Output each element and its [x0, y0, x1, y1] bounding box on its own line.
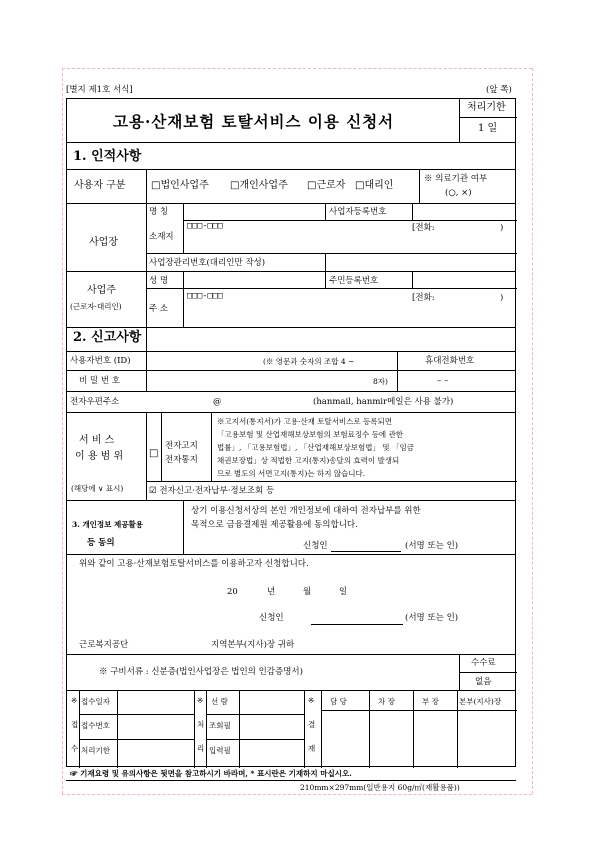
workplace-address-label: 소재지 [149, 232, 174, 242]
fee-value: 없음 [475, 677, 492, 687]
service-notice-line-2: 「고용보험 및 산업재해보상보험의 보험료징수 등에 관한 [217, 430, 404, 439]
mobile-dashes[interactable]: – – [437, 376, 449, 386]
request-statement: 위와 같이 고용·산재보험토탈서비스를 이용하고자 신청합니다. [79, 559, 309, 569]
approval-deputy-label: 차 장 [378, 697, 395, 706]
page-guide-left [62, 68, 63, 794]
service-notice-line-5: 므로 별도의 서면고지(통지)는 하지 않습니다. [217, 469, 366, 478]
receipt-deadline-label: 처리기한 [81, 746, 110, 755]
approval-char-2: 재 [308, 744, 316, 753]
workplace-name-label: 명 칭 [149, 207, 169, 217]
recipient: 근로복지공단 [79, 640, 129, 650]
consent-label: 3. 개인정보 제공활용 [72, 520, 144, 529]
application-form [66, 98, 516, 767]
e-notice-option: 전자고지 [165, 441, 198, 451]
fee-label: 수수료 [471, 658, 496, 668]
request-applicant-label: 신청인 [259, 613, 284, 623]
user-id-note-end: 8자) [373, 377, 388, 386]
approval-director-label: 부 장 [422, 697, 439, 706]
footer-note: ☞ 기재요령 및 유의사항은 뒷면을 참고하시기 바라며, * 표시란은 기재하지 마십시오. [70, 769, 352, 778]
workplace-reg-no-label: 사업자등록번호 [329, 207, 387, 217]
email-note: (hanmail, hanmir메일은 사용 불가) [313, 397, 454, 407]
processing-period-value: 1 일 [478, 123, 498, 134]
consent-text-1: 상기 이용신청서상의 본인 개인정보에 대하여 전자납부를 위한 [191, 506, 421, 516]
service-scope-label: 서 비 스 [79, 435, 115, 446]
form-title: 고용·산재보험 토탈서비스 이용 신청서 [113, 112, 395, 131]
form-number: [별지 제1호 서식] [66, 85, 133, 95]
page-guide-top [62, 68, 532, 69]
service-scope-label-2: 이 용 범 위 [75, 451, 124, 462]
approval-manager-label: 담 당 [330, 697, 347, 706]
owner-postal-code[interactable]: □□□-□□□ [187, 291, 223, 301]
email-at[interactable]: @ [213, 397, 222, 407]
medical-institution-choice[interactable]: (○, ×) [445, 188, 472, 198]
required-docs: ※ 구비서류 : 신분증(법인사업장은 법인의 인감증명서) [99, 667, 303, 677]
paper-spec: 210mm×297mm(일반용지 60g/㎡(재활용품)) [300, 783, 460, 792]
consent-applicant-label: 신청인 [303, 541, 328, 551]
page-guide-bottom [62, 794, 532, 795]
request-year-unit: 년 [267, 587, 276, 597]
approval-head-label: 본부(지사)장 [459, 697, 502, 706]
owner-address-label: 주 소 [149, 304, 169, 314]
service-checkbox[interactable]: □ [149, 448, 159, 459]
mobile-label: 휴대전화번호 [425, 356, 475, 366]
approval-char-1: 결 [308, 720, 316, 729]
receipt-marker: ※ [71, 696, 78, 705]
owner-phone-close: ) [500, 293, 504, 303]
processing-period-label: 처리기한 [467, 102, 506, 113]
receipt-number-label: 접수번호 [81, 721, 110, 730]
consent-text-2: 목적으로 금융결제원 제공활용에 동의합니다. [191, 520, 358, 530]
request-sign-label: (서명 또는 인) [405, 613, 459, 623]
owner-phone[interactable]: [전화: [412, 293, 435, 303]
owner-sub-label: (근로자·대리인) [70, 302, 122, 311]
workplace-mgmt-no-label: 사업장관리번호(대리인만 작성) [149, 258, 266, 268]
e-notification-option: 전자통지 [165, 455, 198, 465]
request-month-unit: 월 [303, 587, 312, 597]
process-char-2: 리 [197, 744, 205, 753]
workplace-phone-close: ) [500, 223, 504, 233]
request-year: 20 [227, 587, 238, 597]
user-type-individual-option[interactable]: □개인사업주 [230, 180, 288, 191]
workplace-phone[interactable]: [전화: [412, 223, 435, 233]
user-id-label: 사용자번호 (ID) [70, 356, 131, 366]
process-inquiry-label: 조회필 [209, 721, 231, 730]
process-review-label: 선 람 [211, 697, 228, 706]
request-day-unit: 일 [339, 587, 348, 597]
consent-sign-label: (서명 또는 인) [405, 541, 459, 551]
user-type-agent-option[interactable]: □대리인 [355, 180, 394, 191]
section2-title: 2. 신고사항 [73, 330, 142, 345]
owner-label: 사업주 [87, 285, 116, 296]
user-id-note: (※ 영문과 숫자의 조합 4 ~ [263, 357, 355, 366]
email-label: 전자우편주소 [70, 397, 120, 407]
process-marker: ※ [197, 696, 204, 705]
user-type-label: 사용자 구분 [74, 180, 126, 191]
workplace-postal-code[interactable]: □□□-□□□ [187, 221, 223, 231]
receipt-date-label: 접수일자 [81, 697, 110, 706]
owner-name-label: 성 명 [149, 276, 169, 286]
workplace-label: 사업장 [89, 237, 118, 248]
user-type-worker-option[interactable]: □근로자 [307, 180, 346, 191]
recipient-office: 지역본부(지사)장 귀하 [211, 640, 295, 650]
password-label: 비 밀 번 호 [79, 376, 120, 386]
approval-marker: ※ [308, 696, 315, 705]
e-filing-option[interactable]: ☑ 전자신고·전자납부·정보조회 등 [149, 486, 275, 496]
service-scope-note: (해당에 ∨ 표시) [71, 484, 124, 493]
page-guide-right [532, 68, 533, 794]
consent-label-2: 등 동의 [87, 538, 115, 548]
section1-title: 1. 인적사항 [73, 149, 142, 164]
receipt-char-1: 접 [71, 720, 79, 729]
user-type-corp-option[interactable]: □법인사업주 [151, 180, 209, 191]
medical-institution-note: ※ 의료기관 여부 [424, 174, 488, 184]
owner-resident-no-label: 주민등록번호 [329, 276, 379, 286]
page-side: (앞 쪽) [486, 85, 512, 95]
process-char-1: 처 [197, 720, 205, 729]
service-notice-line-3: 법률」, 「고용보험법」, 「산업재해보상보험법」 및 「임금 [217, 443, 414, 452]
service-notice-line-1: ※고지서(통지서)가 고용·산재 토탈서비스로 등록되면 [217, 417, 393, 426]
service-notice-line-4: 채권보장법」상 적법한 고지(통지)송달의 효력이 발생되 [217, 456, 400, 465]
process-entry-label: 입력필 [209, 746, 231, 755]
receipt-char-2: 수 [71, 744, 79, 753]
